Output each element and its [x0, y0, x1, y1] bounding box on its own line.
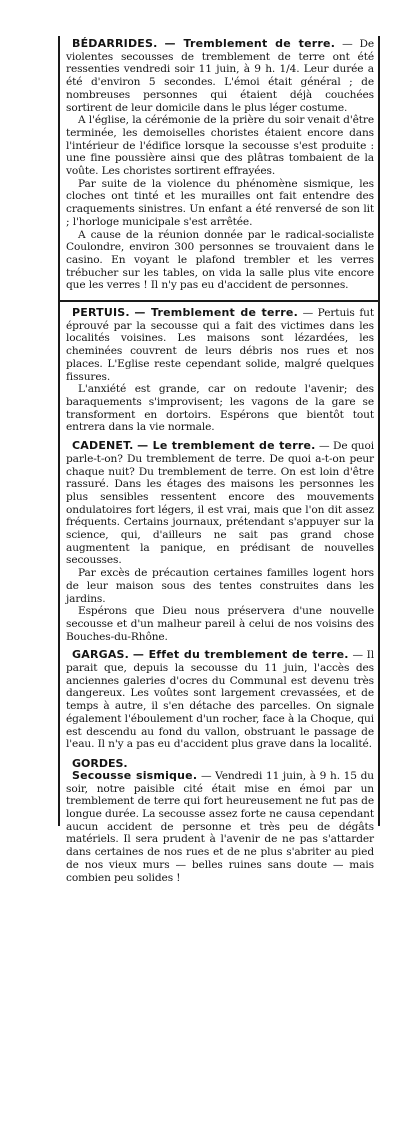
article-text: [66, 770, 374, 884]
article-title: Secousse sismique.: [72, 768, 198, 782]
article-paragraph: — Vendredi 11 juin, à 9 h. 15 du soir, notre paisible cité était mise en émoi par un tremblement de terre qui fort heureusement ne fut pas de longue durée. La secousse assez forte ne causa cependant aucun accident de personne et très peu de dégâts matériels. Il sera prudent à l'avenir de ne pas s'attarder dans certaines de nos rues et de ne plus s'abriter au pied de nos vieux murs — belles ruines sans doute — mais combien peu solides !: [66, 769, 375, 884]
article-paragraph: — Pertuis fut éprouvé par la secousse qui a fait des victimes dans les localités voisines. Les maisons sont lézardées, les cheminées couvrent de leurs débris nos rues et nos places. L'Eglise reste cependant solide, malgré quelques fissures.: [66, 307, 374, 383]
article-place: GORDES.: [72, 756, 128, 770]
article-place: PERTUIS.: [72, 306, 130, 320]
article-pertuis: [60, 305, 378, 438]
article-place: CADENET.: [72, 439, 134, 453]
article-paragraph: Par suite de la violence du phénomène sismique, les cloches ont tinté et les murailles ont fait entendre des craquements sinistres. Un enfant a été renversé de son lit ; l'horloge municipale s'est arrêtée.: [66, 177, 374, 228]
article-cadenet: [60, 438, 378, 647]
article-paragraph: A l'église, la cérémonie de la prière du soir venait d'être terminée, les demoiselles choristes étaient encore dans l'intérieur de l'édifice lorsque la secousse s'est produite : une fine poussière ainsi que des plâtras tombaient de la voûte. Les choristes sortirent effrayées.: [66, 114, 374, 178]
article-text: [66, 38, 374, 114]
article-paragraph: — Il parait que, depuis la secousse du 11 juin, l'accès des anciennes galeries d'ocres du Communal est devenu très dangereux. Les voûtes sont largement crevassées, et de temps à autre, il s'en détache des parcelles. On signale également l'éboulement d'un rocher, face à la Choque, qui est descendu au fond du vallon, obstruant le passage de l'eau. Il n'y a pas eu d'accident plus grave dans la localité.: [66, 649, 375, 751]
article-paragraph: Par excès de précaution certaines familles logent hors de leur maison sous des tentes construites dans les jardins.: [66, 567, 374, 605]
article-place: BÉDARRIDES.: [72, 37, 158, 50]
article-title: — Tremblement de terre.: [164, 37, 336, 50]
divider: [60, 300, 378, 302]
article-bedarrides: [60, 36, 378, 296]
article-title: — Effet du tremblement de terre.: [132, 648, 349, 662]
article-text: [66, 649, 374, 751]
newspaper-clipping: [58, 36, 380, 884]
article-paragraph: — De violentes secousses de tremblement de terre ont été ressenties vendredi soir 11 juin, à 9 h. 1/4. Leur durée a été d'environ 5 secondes. L'émoi était général ; de nombreuses personnes qui étaient déjà couchées sortirent de leur domicile dans le plus léger costume.: [66, 38, 375, 114]
article-title: — Tremblement de terre.: [134, 306, 298, 320]
article-place: GARGAS.: [72, 648, 130, 662]
article-text: [66, 307, 374, 383]
article-title: — Le tremblement de terre.: [137, 439, 316, 453]
article-paragraph: Espérons que Dieu nous préservera d'une nouvelle secousse et d'un malheur pareil à celui de nos voisins des Bouches-du-Rhône.: [66, 605, 374, 643]
article-gordes: [60, 755, 378, 888]
article-paragraph: L'anxiété est grande, car on redoute l'avenir; des baraquements s'improvisent; les vagons de la gare se transforment en dortoirs. Espérons que bientôt tout entrera dans la vie normale.: [66, 383, 374, 434]
article-gargas: [60, 647, 378, 755]
article-paragraph: A cause de la réunion donnée par le radical-socialiste Coulondre, environ 300 personnes se trouvaient dans le casino. En voyant le plafond trembler et les verres trébucher sur les tables, on vida la salle plus vite encore que les verres ! Il n'y pas eu d'accident de personnes.: [66, 228, 374, 292]
article-paragraph: — De quoi parle-t-on? Du tremblement de terre. De quoi a-t-on peur chaque nuit? Du tremblement de terre. On est loin d'être rassuré. Dans les étages des maisons les personnes les plus sensibles ressentent encore des mouvements ondulatoires fort légers, il est vrai, mais que l'on dit assez fréquents. Certains journaux, prétendant s'appuyer sur la science, qui, d'ailleurs ne sait pas grand chose augmentent la panique, en prédisant de nouvelles secousses.: [66, 440, 374, 567]
article-text: [66, 440, 374, 567]
